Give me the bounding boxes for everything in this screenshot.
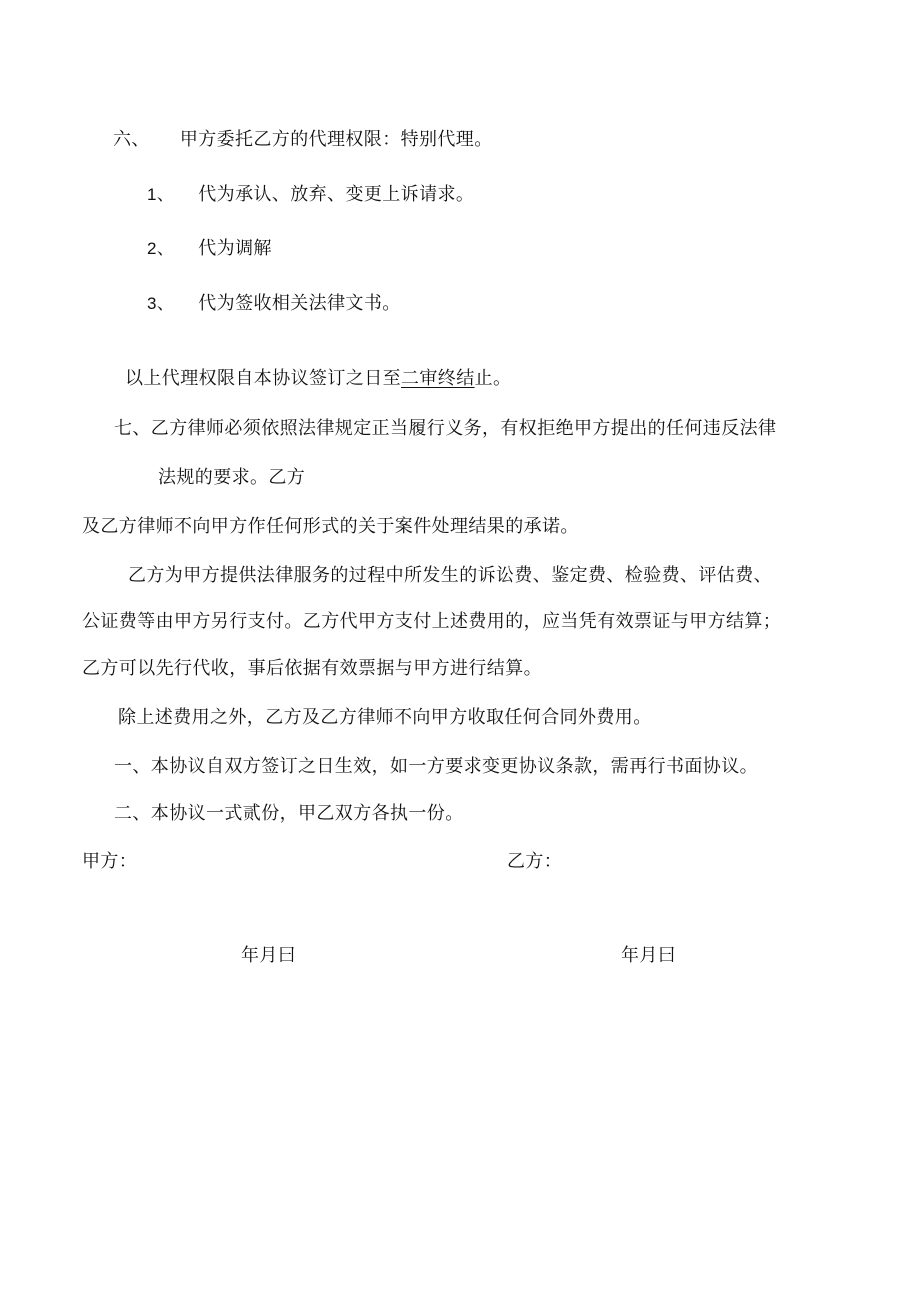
authority-item-2-number: 2、 [147, 239, 175, 258]
party-a-date: 年月曰 [241, 945, 297, 966]
party-b-date: 年月曰 [621, 945, 677, 966]
party-b-label: 乙方： [507, 851, 563, 872]
authority-item-1-text: 代为承认、放弃、变更上诉请求。 [198, 184, 475, 205]
authority-item-1-number: 1、 [147, 185, 175, 204]
authority-period-underlined: 二审终结 [401, 368, 475, 389]
authority-item-2 [147, 237, 272, 261]
fees-line-1: 乙方为甲方提供法律服务的过程中所发生的诉讼费、鉴定费、检验费、评估费、 [128, 565, 772, 586]
section-7-line-1: 七、乙方律师必须依照法律规定正当履行义务，有权拒绝甲方提出的任何违反法律 [114, 418, 777, 439]
fees-line-3: 乙方可以先行代收，事后依据有效票据与甲方进行结算。 [82, 658, 542, 679]
authority-period-after: 止。 [474, 368, 512, 389]
fees-line-2: 公证费等由甲方另行支付。乙方代甲方支付上述费用的，应当凭有效票证与甲方结算； [82, 611, 782, 632]
clause-1: 一、本协议自双方签订之日生效，如一方要求变更协议条款，需再行书面协议。 [114, 756, 758, 777]
authority-item-3-number: 3、 [147, 294, 175, 313]
party-a-label: 甲方： [82, 851, 138, 872]
section-7-line-3: 及乙方律师不向甲方作任何形式的关于案件处理结果的承诺。 [82, 516, 579, 537]
section-6-marker: 六、 [113, 129, 150, 150]
authority-item-2-text: 代为调解 [198, 238, 272, 259]
authority-period [125, 367, 511, 391]
section-6-text: 甲方委托乙方的代理权限：特别代理。 [179, 129, 493, 150]
section-6-heading [113, 128, 493, 152]
authority-item-3-text: 代为签收相关法律文书。 [198, 293, 401, 314]
authority-period-before: 以上代理权限自本协议签订之日至 [125, 368, 401, 389]
section-7-line-2: 法规的要求。乙方 [158, 467, 306, 488]
authority-item-3 [147, 292, 401, 316]
clause-2: 二、本协议一式贰份，甲乙双方各执一份。 [114, 803, 464, 824]
authority-item-1 [147, 183, 474, 207]
fees-line-4: 除上述费用之外，乙方及乙方律师不向甲方收取任何合同外费用。 [118, 707, 652, 728]
